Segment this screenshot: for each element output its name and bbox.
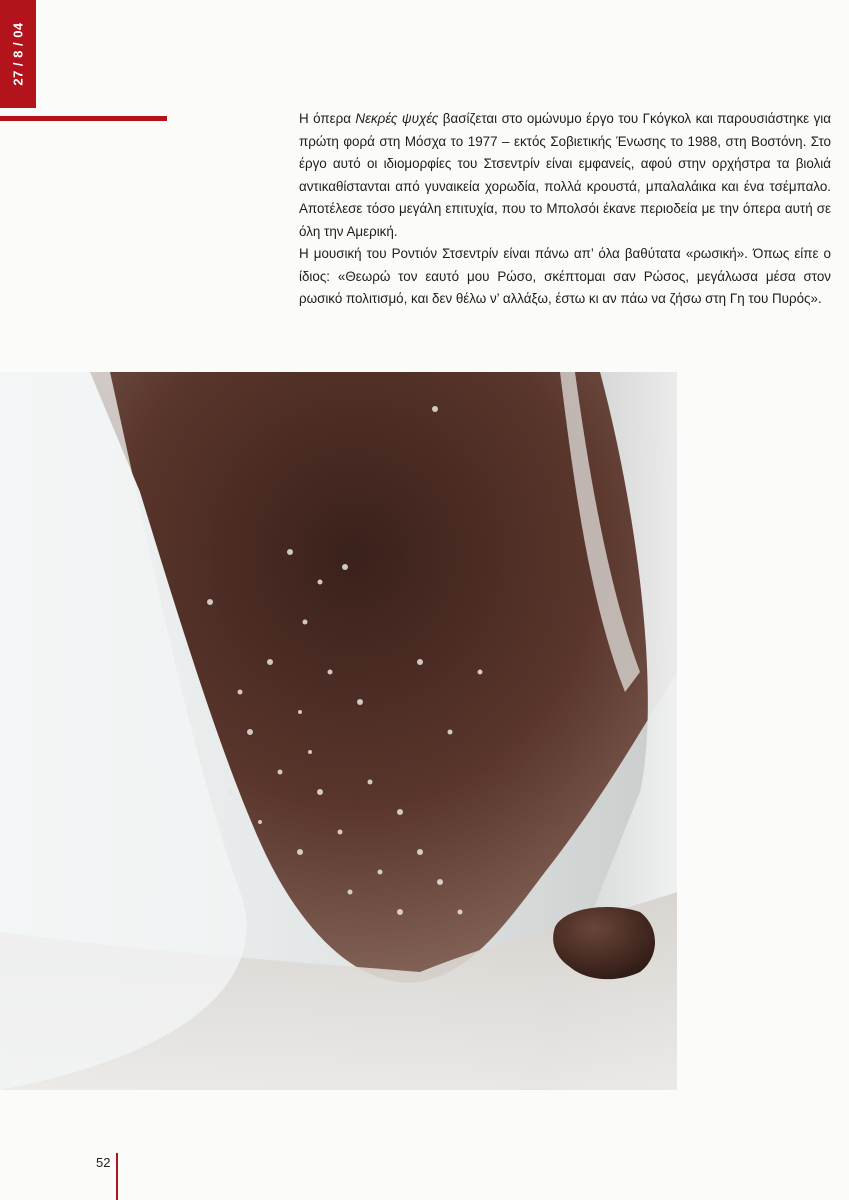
- paragraph-2: Η μουσική του Ροντιόν Στσεντρίν είναι πάνω απ’ όλα βαθύτατα «ρωσική». Όπως είπε ο ίδιος: «Θεωρώ τον εαυτό μου Ρώσο, σκέπτομαι σαν Ρώσος, μεγάλωσα μέσα στον ρωσικό πολιτισμό, και δεν θέλω ν’ αλλάξω, έστω κι αν πάω να ζήσω στη Γη του Πυρός».: [299, 246, 831, 306]
- opera-title: Νεκρές ψυχές: [355, 111, 439, 126]
- header-rule: [0, 116, 167, 121]
- date-tab: [0, 0, 36, 108]
- page-number-rule: [116, 1153, 118, 1200]
- date-label: 27 / 8 / 04: [10, 22, 26, 86]
- paragraph-1: Η όπερα Νεκρές ψυχές βασίζεται στο ομώνυμο έργο του Γκόγκολ και παρουσιάστηκε για πρώτη φορά στη Μόσχα το 1977 – εκτός Σοβιετικής Ένωσης το 1988, στη Βοστόνη. Στο έργο αυτό οι ιδιομορφίες του Στσεντρίν είναι εμφανείς, αφού στην ορχήστρα τα βιολιά αντικαθίστανται από γυναικεία χορωδία, πολλά κρουστά, μπαλαλάικα και ένα τσέμπαλο. Αποτέλεσε τόσο μεγάλη επιτυχία, που το Μπολσόι έκανε περιοδεία με την όπερα αυτή σε όλη την Αμερική.: [299, 111, 831, 239]
- article-text: [299, 108, 831, 311]
- page-number: 52: [96, 1155, 111, 1170]
- waterfall-photo: [0, 372, 677, 1090]
